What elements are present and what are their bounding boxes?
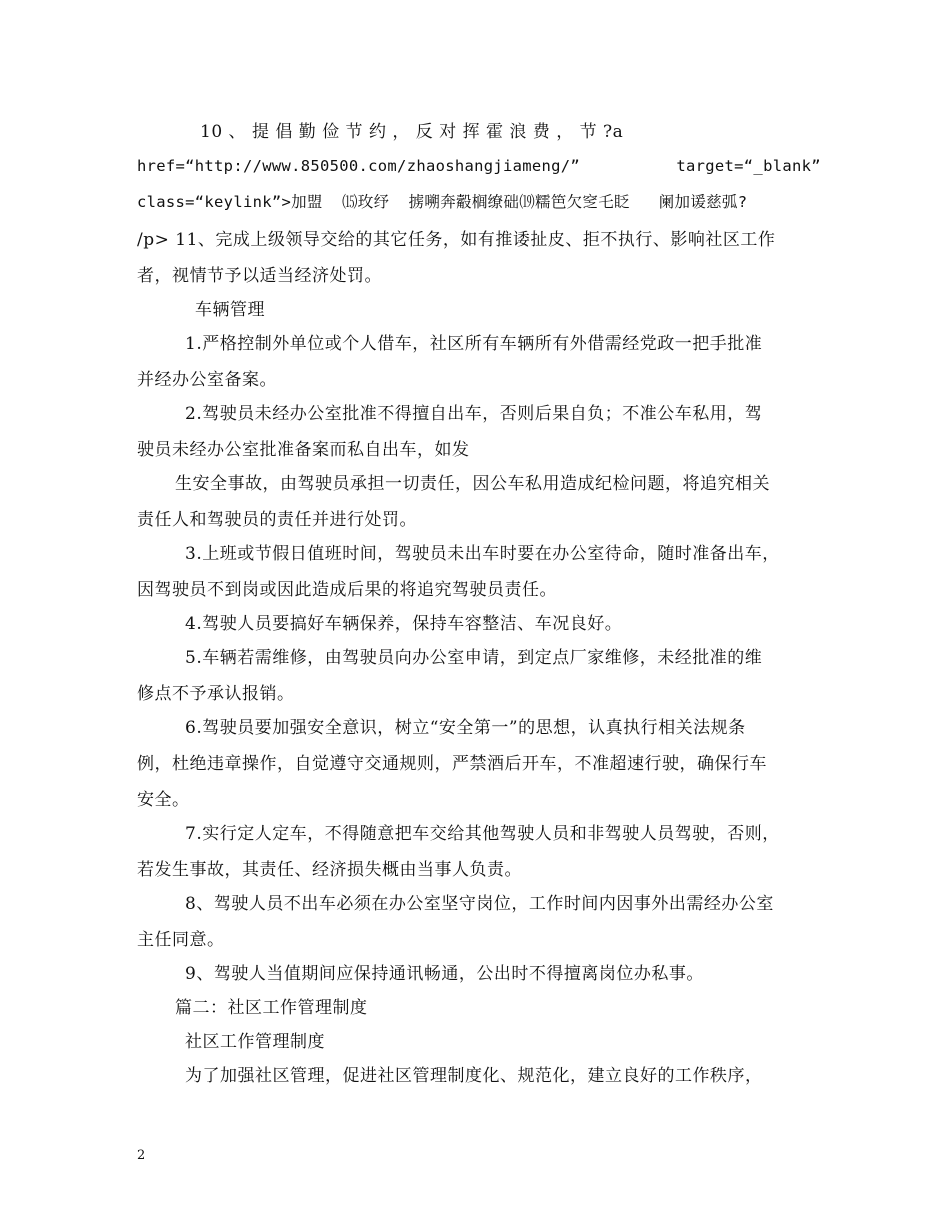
text-line-28: 为了加强社区管理，促进社区管理制度化、规范化，建立良好的工作秩序， [185, 1066, 763, 1086]
text-line-11: 生安全事故，由驾驶员承担一切责任，因公车私用造成纪检问题，将追究相关 [175, 474, 770, 494]
text-line-2: href=“http://www.850500.com/zhaoshangjiameng/” target=“_blank” [137, 157, 821, 175]
text-line-8: 并经办公室备案。 [137, 370, 277, 390]
text-line-23: 8、驾驶人员不出车必须在办公室坚守岗位，工作时间内因事外出需经办公室 [185, 894, 774, 914]
text-line-20: 安全。 [137, 790, 190, 810]
text-line-4: /p> 11、完成上级领导交给的其它任务，如有推诿扯皮、拒不执行、影响社区工作 [137, 230, 776, 250]
text-line-3: class=“keylink”>加盟 ⒂玫纾 掳嗍奔觳榈缭础⒆糯笆欠窆乇眨 阑加谖慈弧? [137, 193, 748, 211]
section-heading-part-two: 篇二：社区工作管理制度 [175, 998, 368, 1018]
text-line-16: 5.车辆若需维修，由驾驶员向办公室申请，到定点厂家维修，未经批准的维 [185, 648, 763, 668]
text-line-7: 1.严格控制外单位或个人借车，社区所有车辆所有外借需经党政一把手批准 [185, 334, 763, 354]
text-line-24: 主任同意。 [137, 930, 225, 950]
text-line-12: 责任人和驾驶员的责任并进行处罚。 [137, 510, 417, 530]
section-heading-vehicle-management: 车辆管理 [195, 300, 265, 320]
text-line-19: 例，杜绝违章操作，自觉遵守交通规则，严禁酒后开车，不准超速行驶，确保行车 [137, 754, 767, 774]
text-line-1: 10 、 提 倡 勤 俭 节 约 ， 反 对 挥 霍 浪 费 ， 节 ?a [200, 122, 624, 142]
text-line-14: 因驾驶员不到岗或因此造成后果的将追究驾驶员责任。 [137, 580, 557, 600]
section-title-community-work: 社区工作管理制度 [185, 1032, 325, 1052]
text-line-25: 9、驾驶人当值期间应保持通讯畅通，公出时不得擅离岗位办私事。 [185, 964, 704, 984]
text-line-17: 修点不予承认报销。 [137, 684, 295, 704]
text-line-15: 4.驾驶人员要搞好车辆保养，保持车容整洁、车况良好。 [185, 614, 623, 634]
text-line-9: 2.驾驶员未经办公室批准不得擅自出车，否则后果自负；不准公车私用，驾 [185, 404, 763, 424]
text-line-18: 6.驾驶员要加强安全意识，树立“安全第一”的思想，认真执行相关法规条 [185, 718, 746, 738]
text-line-13: 3.上班或节假日值班时间，驾驶员未出车时要在办公室待命，随时准备出车， [185, 544, 780, 564]
text-line-21: 7.实行定人定车，不得随意把车交给其他驾驶人员和非驾驶人员驾驶，否则， [185, 824, 780, 844]
text-line-5: 者，视情节予以适当经济处罚。 [137, 266, 382, 286]
text-line-22: 若发生事故，其责任、经济损失概由当事人负责。 [137, 860, 522, 880]
page-number: 2 [137, 1148, 146, 1163]
text-line-10: 驶员未经办公室批准备案而私自出车，如发 [137, 440, 470, 460]
